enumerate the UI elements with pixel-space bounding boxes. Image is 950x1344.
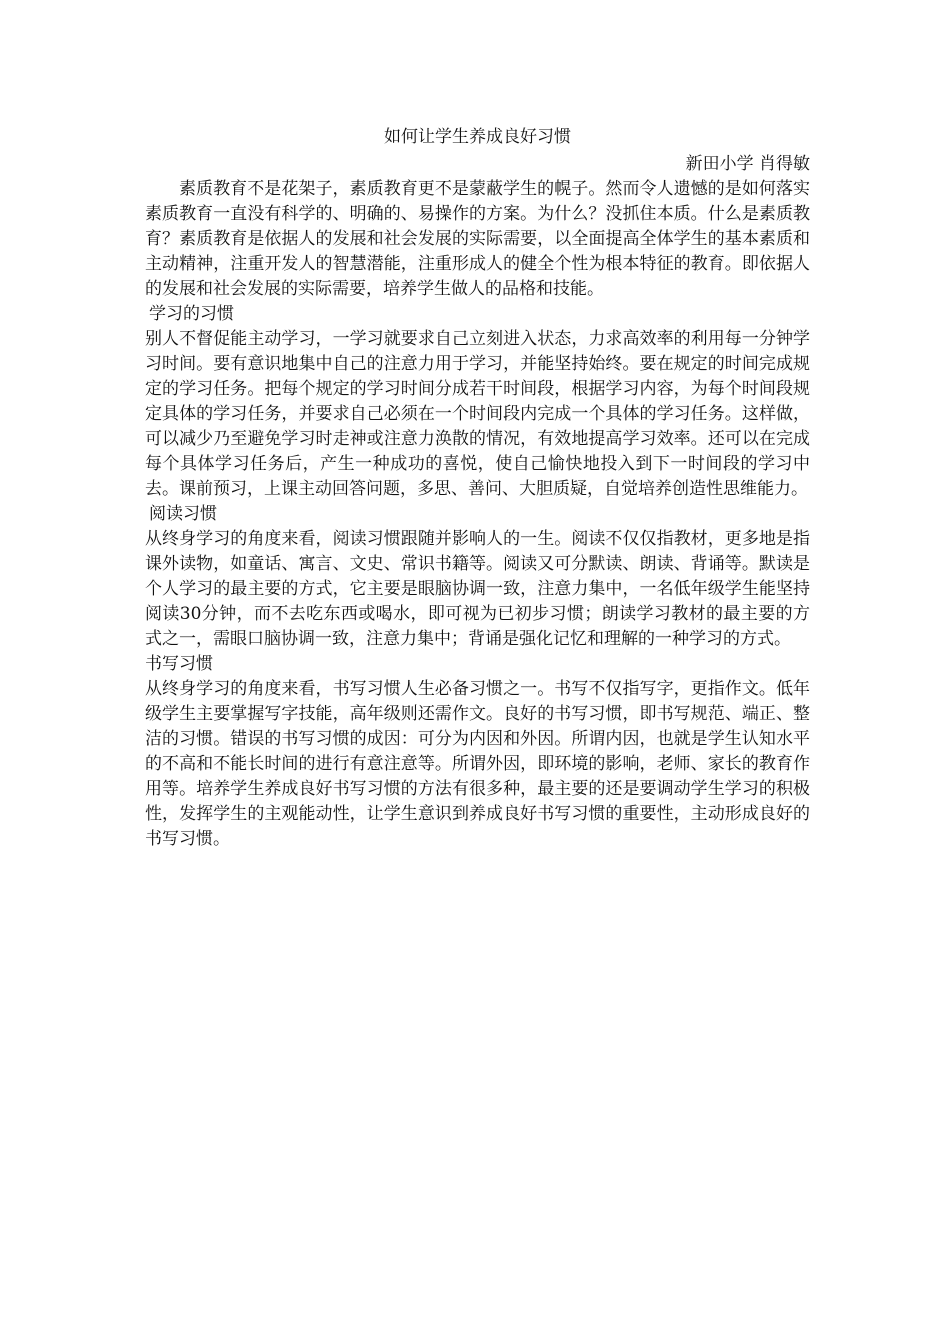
author-line: 新田小学 肖得敏 <box>685 154 810 174</box>
section-heading-writing: 书写习惯 <box>145 654 213 674</box>
document-title: 如何让学生养成良好习惯 <box>384 127 571 147</box>
section-body-reading: 从终身学习的角度来看，阅读习惯跟随并影响人的一生。阅读不仅仅指教材，更多地是指课外读物，如童话、寓言、文史、常识书籍等。阅读又可分默读、朗读、背诵等。默读是个人学习的最主要的方式，它主要是眼脑协调一致，注意力集中，一名低年级学生能坚持阅读30分钟，而不去吃东西或喝水，即可视为已初步习惯；朗读学习教材的最主要的方式之一，需眼口脑协调一致，注意力集中；背诵是强化记忆和理解的一种学习的方式。 <box>145 529 810 649</box>
intro-paragraph: 素质教育不是花架子，素质教育更不是蒙蔽学生的幌子。然而令人遗憾的是如何落实素质教育一直没有科学的、明确的、易操作的方案。为什么？没抓住本质。什么是素质教育？素质教育是依据人的发展和社会发展的实际需要，以全面提高全体学生的基本素质和主动精神，注重开发人的智慧潜能，注重形成人的健全个性为根本特征的教育。即依据人的发展和社会发展的实际需要，培养学生做人的品格和技能。 <box>145 179 810 299</box>
section-body-writing: 从终身学习的角度来看，书写习惯人生必备习惯之一。书写不仅指写字，更指作文。低年级学生主要掌握写字技能，高年级则还需作文。良好的书写习惯，即书写规范、端正、整洁的习惯。错误的书写习惯的成因：可分为内因和外因。所谓内因，也就是学生认知水平的不高和不能长时间的进行有意注意等。所谓外因，即环境的影响，老师、家长的教育作用等。培养学生养成良好书写习惯的方法有很多种，最主要的还是要调动学生学习的积极性，发挥学生的主观能动性，让学生意识到养成良好书写习惯的重要性，主动形成良好的书写习惯。 <box>145 679 810 849</box>
section-body-study: 别人不督促能主动学习，一学习就要求自己立刻进入状态，力求高效率的利用每一分钟学习时间。要有意识地集中自己的注意力用于学习，并能坚持始终。要在规定的时间完成规定的学习任务。把每个规定的学习时间分成若干时间段，根据学习内容，为每个时间段规定具体的学习任务，并要求自己必须在一个时间段内完成一个具体的学习任务。这样做，可以减少乃至避免学习时走神或注意力涣散的情况，有效地提高学习效率。还可以在完成每个具体学习任务后，产生一种成功的喜悦，使自己愉快地投入到下一时间段的学习中去。课前预习，上课主动回答问题，多思、善问、大胆质疑，自觉培养创造性思维能力。 <box>145 329 810 499</box>
section-heading-reading: 阅读习惯 <box>149 504 217 524</box>
document-page <box>145 123 810 852</box>
section-heading-study: 学习的习惯 <box>149 304 234 324</box>
